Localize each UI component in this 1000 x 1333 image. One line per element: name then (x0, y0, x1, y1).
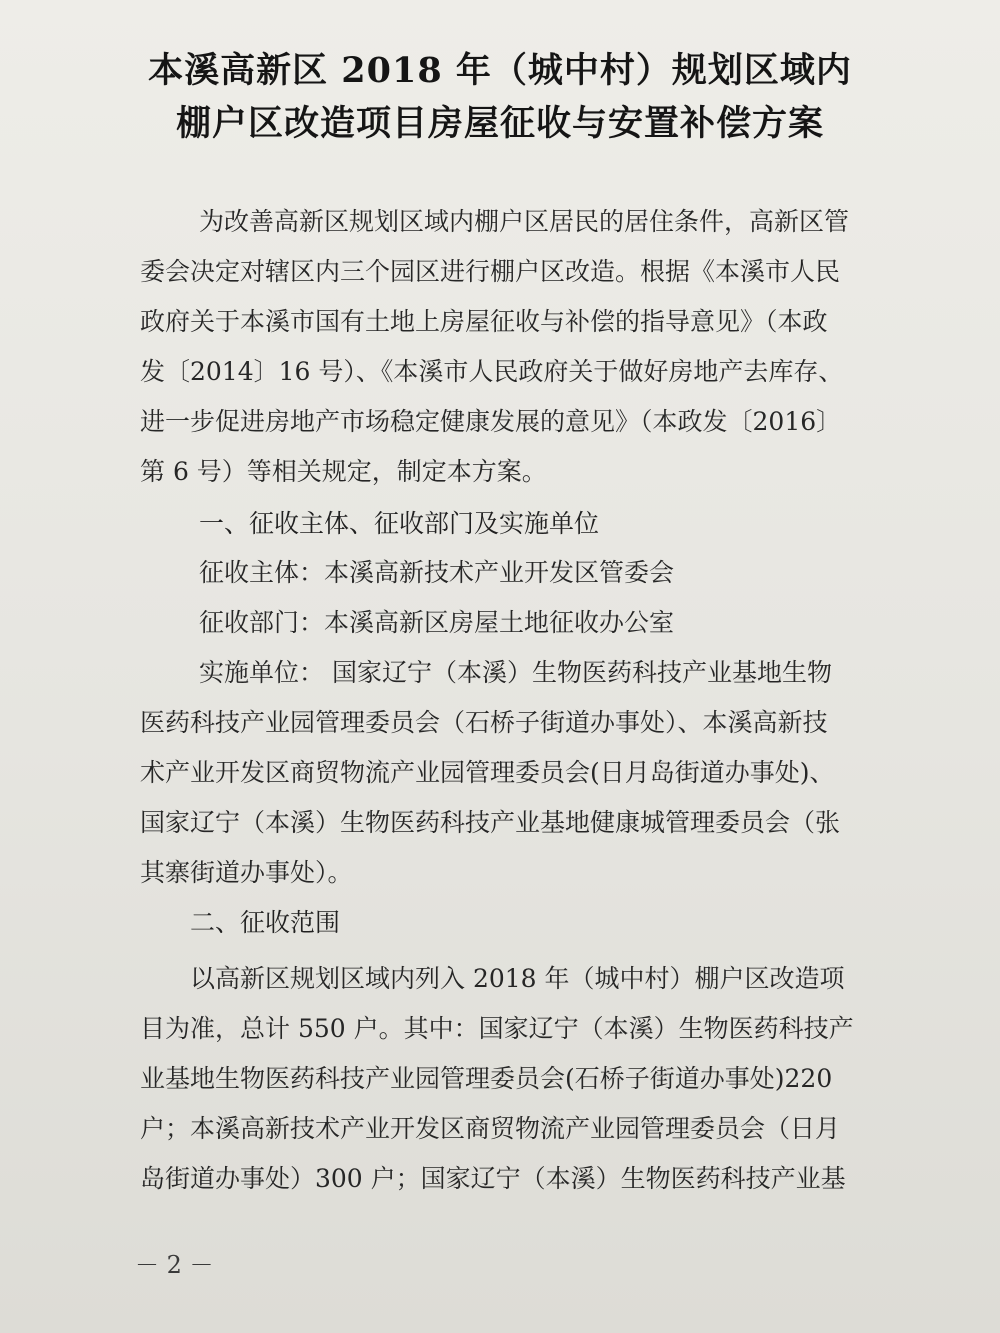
section-heading-1: 一、征收主体、征收部门及实施单位 (199, 509, 600, 538)
paragraph-line-2: 委会决定对辖区内三个园区进行棚户区改造。根据《本溪市人民 (140, 257, 841, 286)
implementing-unit-line-2: 医药科技产业园管理委员会（石桥子街道办事处）、本溪高新技 (140, 708, 828, 737)
section-heading-2: 二、征收范围 (190, 908, 341, 937)
implementing-unit-line-1: 实施单位： 国家辽宁（本溪）生物医药科技产业基地生物 (199, 658, 832, 687)
paragraph-line-5: 进一步促进房地产市场稳定健康发展的意见》（本政发〔2016〕 (140, 407, 842, 436)
scope-line-3: 业基地生物医药科技产业园管理委员会(石桥子街道办事处)220 (140, 1064, 833, 1093)
scope-line-5: 岛街道办事处）300 户；国家辽宁（本溪）生物医药科技产业基 (140, 1164, 846, 1193)
paragraph-line-6: 第 6 号）等相关规定，制定本方案。 (140, 457, 547, 486)
paragraph-line-1: 为改善高新区规划区域内棚户区居民的居住条件，高新区管 (199, 207, 850, 236)
scope-line-4: 户；本溪高新技术产业开发区商贸物流产业园管理委员会（日月 (140, 1114, 841, 1143)
collection-department: 征收部门：本溪高新区房屋土地征收办公室 (199, 608, 675, 637)
scope-line-2: 目为准，总计 550 户。其中：国家辽宁（本溪）生物医药科技产 (140, 1014, 854, 1043)
implementing-unit-line-5: 其寨街道办事处）。 (140, 858, 353, 887)
implementing-unit-line-3: 术产业开发区商贸物流产业园管理委员会(日月岛街道办事处)、 (140, 758, 835, 787)
document-title-line-1: 本溪高新区 2018 年（城中村）规划区域内 (148, 50, 852, 91)
paragraph-line-3: 政府关于本溪市国有土地上房屋征收与补偿的指导意见》（本政 (140, 307, 828, 336)
scope-line-1: 以高新区规划区域内列入 2018 年（城中村）棚户区改造项 (190, 964, 845, 993)
document-title-line-2: 棚户区改造项目房屋征收与安置补偿方案 (175, 103, 824, 144)
page-number: － 2 － (135, 1251, 214, 1279)
collection-subject: 征收主体：本溪高新技术产业开发区管委会 (199, 558, 675, 587)
paragraph-line-4: 发〔2014〕16 号）、《本溪市人民政府关于做好房地产去库存、 (140, 357, 844, 386)
implementing-unit-line-4: 国家辽宁（本溪）生物医药科技产业基地健康城管理委员会（张 (140, 808, 841, 837)
